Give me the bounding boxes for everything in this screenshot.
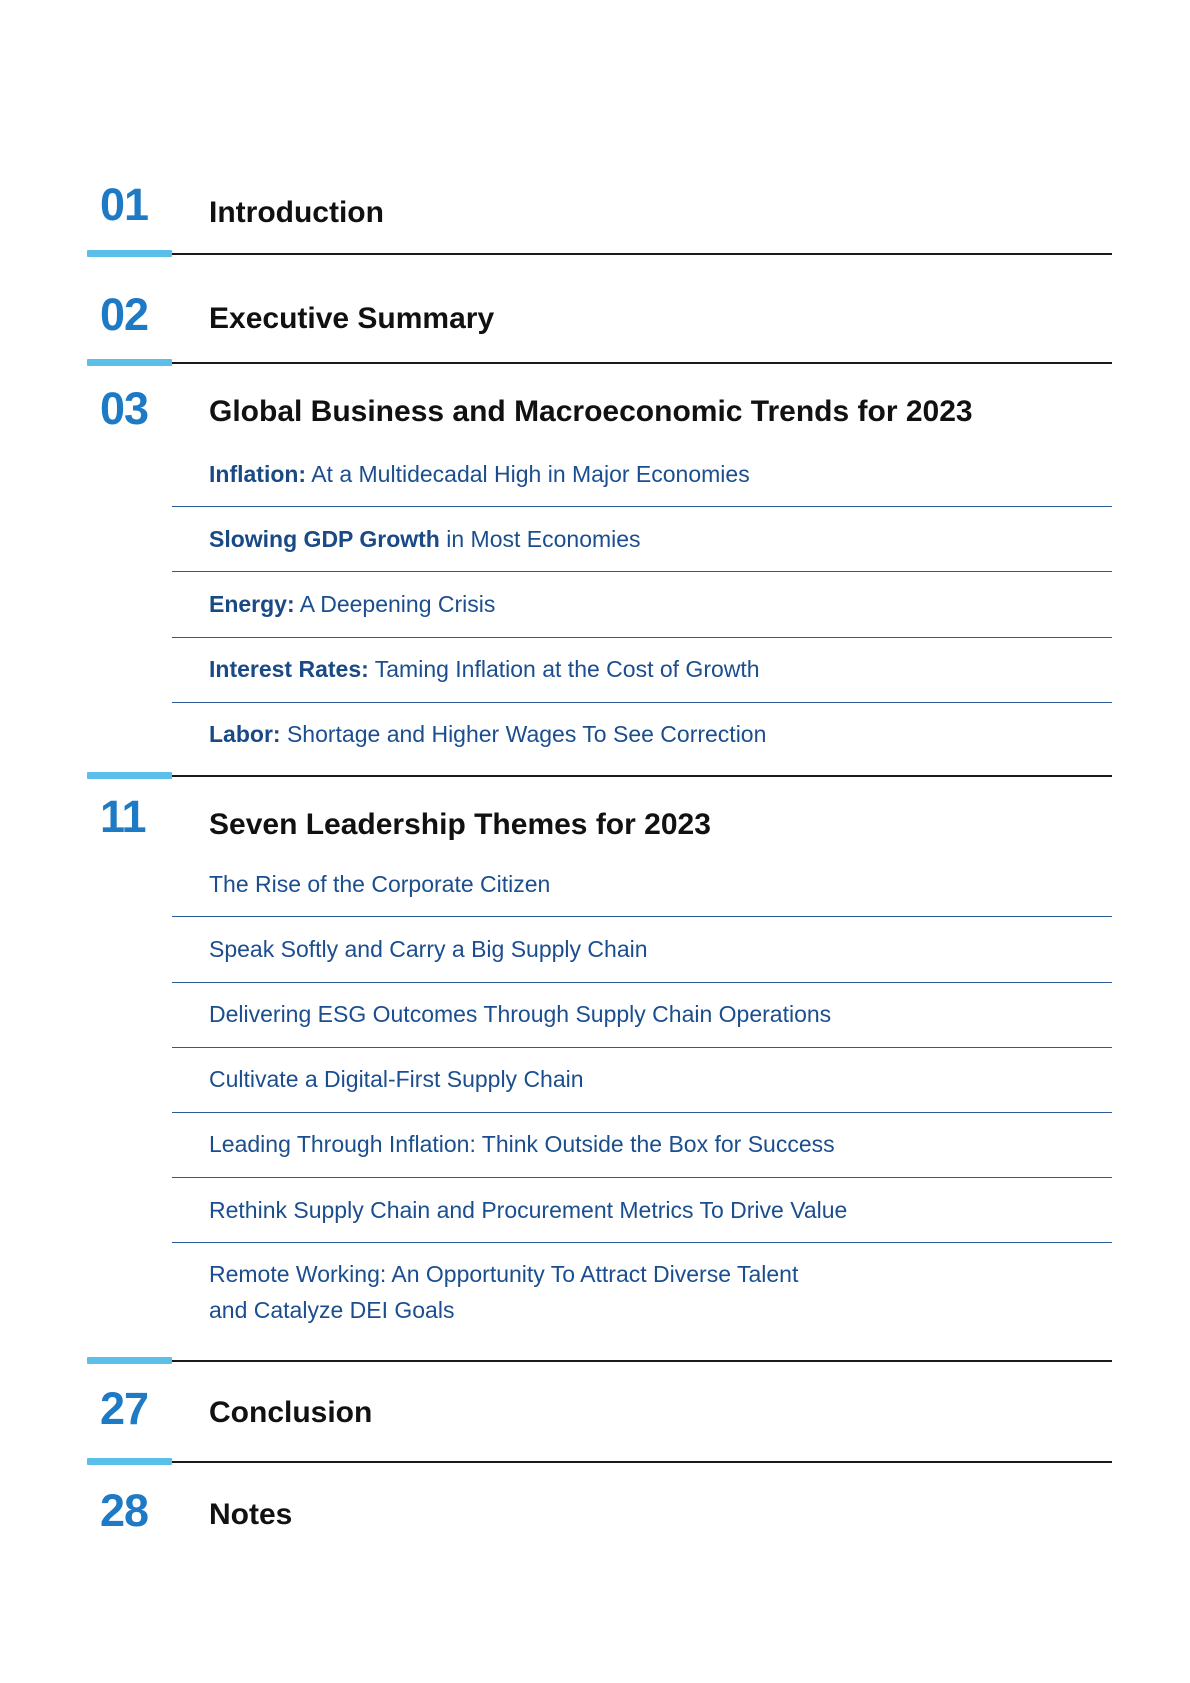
section-title-global-trends[interactable]: Global Business and Macroeconomic Trends for 2023 — [209, 395, 973, 428]
subsection-remote-working[interactable] — [209, 1257, 798, 1328]
subsection-lead: Inflation: — [209, 461, 307, 487]
subsection-divider — [172, 916, 1112, 917]
subsection-divider — [172, 506, 1112, 507]
subsection-esg-outcomes[interactable]: Delivering ESG Outcomes Through Supply Chain Operations — [209, 1001, 832, 1027]
section-divider — [172, 775, 1112, 777]
subsection-divider — [172, 1047, 1112, 1048]
section-number-27: 27 — [100, 1383, 149, 1434]
subsection-text: Taming Inflation at the Cost of Growth — [368, 656, 760, 682]
subsection-text: A Deepening Crisis — [294, 591, 496, 617]
subsection-divider — [172, 1242, 1112, 1243]
subsection-divider — [172, 637, 1112, 638]
subsection-lead: Energy: — [209, 591, 295, 617]
subsection-divider — [172, 571, 1112, 572]
subsection-text: At a Multidecadal High in Major Economies — [306, 461, 750, 487]
section-title-conclusion[interactable]: Conclusion — [209, 1396, 373, 1429]
subsection-text: Shortage and Higher Wages To See Correction — [280, 721, 767, 747]
subsection-rethink-metrics[interactable]: Rethink Supply Chain and Procurement Metrics To Drive Value — [209, 1197, 848, 1223]
section-divider — [172, 1461, 1112, 1463]
subsection-corporate-citizen[interactable]: The Rise of the Corporate Citizen — [209, 871, 551, 897]
subsection-interest-rates[interactable] — [209, 652, 760, 688]
section-title-executive-summary[interactable]: Executive Summary — [209, 302, 495, 335]
section-accent-bar — [87, 250, 172, 257]
subsection-inflation[interactable] — [209, 457, 750, 493]
subsection-divider — [172, 702, 1112, 703]
subsection-divider — [172, 982, 1112, 983]
section-divider — [172, 362, 1112, 364]
subsection-supply-chain[interactable]: Speak Softly and Carry a Big Supply Chain — [209, 936, 648, 962]
subsection-lead: Labor: — [209, 721, 281, 747]
subsection-digital-first[interactable]: Cultivate a Digital-First Supply Chain — [209, 1066, 584, 1092]
section-number-03: 03 — [100, 383, 149, 434]
subsection-energy[interactable] — [209, 587, 495, 623]
subsection-divider — [172, 1177, 1112, 1178]
subsection-lead: Slowing GDP Growth — [209, 526, 440, 552]
section-accent-bar — [87, 359, 172, 366]
section-number-02: 02 — [100, 289, 149, 340]
section-number-01: 01 — [100, 179, 149, 230]
section-divider — [172, 253, 1112, 255]
subsection-text-line-1: Remote Working: An Opportunity To Attract Diverse Talent — [209, 1261, 799, 1287]
section-number-11: 11 — [100, 791, 146, 842]
subsection-text-line-2: and Catalyze DEI Goals — [209, 1296, 455, 1323]
section-title-introduction[interactable]: Introduction — [209, 196, 384, 229]
section-accent-bar — [87, 772, 172, 779]
subsection-leading-inflation[interactable]: Leading Through Inflation: Think Outside the Box for Success — [209, 1131, 835, 1157]
subsection-text: in Most Economies — [439, 526, 641, 552]
section-accent-bar — [87, 1458, 172, 1465]
subsection-gdp-growth[interactable] — [209, 522, 641, 558]
section-number-28: 28 — [100, 1485, 149, 1536]
subsection-lead: Interest Rates: — [209, 656, 369, 682]
section-divider — [172, 1360, 1112, 1362]
section-title-leadership-themes[interactable]: Seven Leadership Themes for 2023 — [209, 808, 711, 841]
section-accent-bar — [87, 1357, 172, 1364]
subsection-labor[interactable] — [209, 717, 766, 753]
section-title-notes[interactable]: Notes — [209, 1498, 293, 1531]
subsection-divider — [172, 1112, 1112, 1113]
